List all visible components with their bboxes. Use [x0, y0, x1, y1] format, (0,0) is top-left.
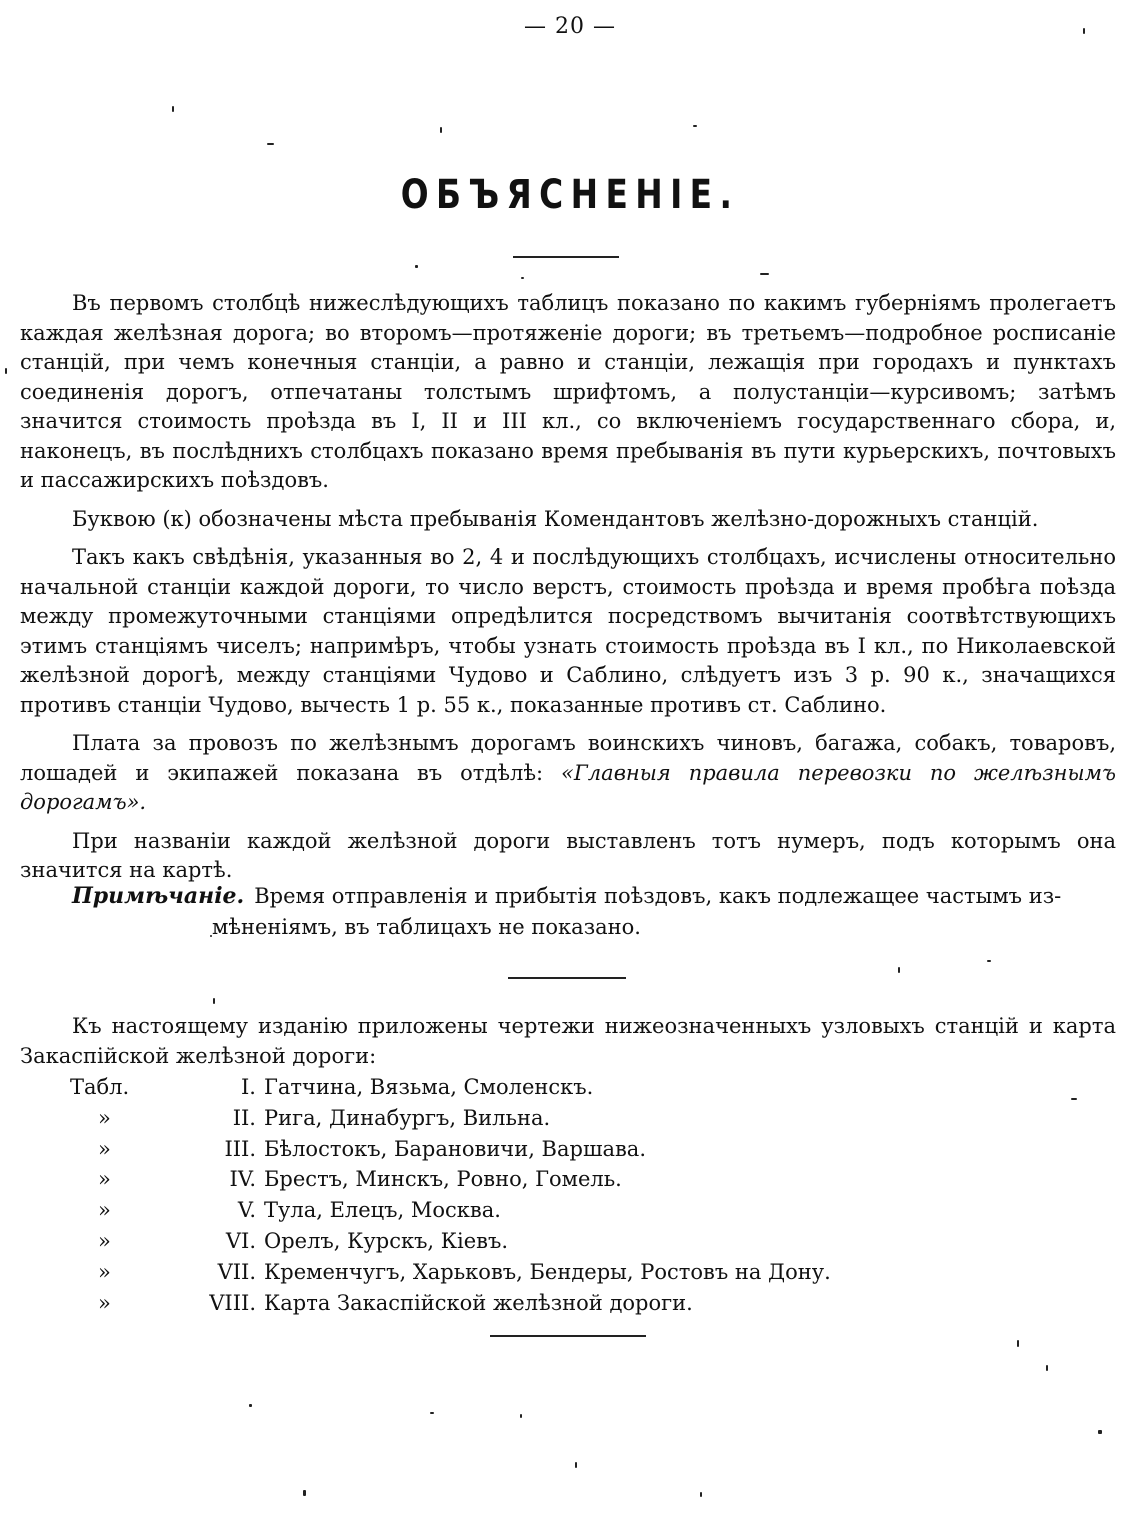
- list-item-text: Брестъ, Минскъ, Ровно, Гомель.: [264, 1167, 622, 1192]
- list-item: [70, 1226, 831, 1257]
- page-number: — 20 —: [524, 14, 616, 39]
- scan-speck: [1098, 1430, 1102, 1434]
- list-item-number: II.: [232, 1105, 256, 1130]
- list-item: [70, 1195, 831, 1226]
- paragraph-4-text: Плата за провозъ по желѣзнымъ дорогамъ воинскихъ чиновъ, багажа, собакъ, товаровъ, лошадей и экипажей показана въ отдѣлѣ:: [20, 731, 1116, 785]
- list-item-text: Орелъ, Курскъ, Кіевъ.: [264, 1228, 509, 1253]
- scan-speck: [210, 935, 212, 937]
- scan-speck: [693, 125, 697, 127]
- scan-speck: [440, 127, 442, 133]
- scan-speck: [1071, 1098, 1077, 1100]
- note-block: [20, 881, 1116, 943]
- list-item-prefix: »: [98, 1167, 111, 1192]
- list-item-number: VI.: [225, 1228, 256, 1253]
- list-item-number: IV.: [229, 1167, 256, 1192]
- scan-speck: [760, 273, 769, 275]
- scan-speck: [520, 1414, 522, 1418]
- note-divider: [508, 977, 626, 979]
- list-item-text: Тула, Елецъ, Москва.: [264, 1198, 501, 1223]
- scan-speck: [521, 277, 524, 279]
- appendix-block: [20, 1012, 1116, 1071]
- scan-speck: [430, 1412, 434, 1414]
- scan-speck: [1017, 1340, 1019, 1347]
- list-item-text: Рига, Динабургъ, Вильна.: [264, 1105, 551, 1130]
- list-item-prefix: »: [98, 1290, 111, 1315]
- list-item-number: VIII.: [209, 1290, 256, 1315]
- list-item-text: Бѣлостокъ, Барановичи, Варшава.: [264, 1136, 646, 1161]
- paragraph-3: Такъ какъ свѣдѣнія, указанныя во 2, 4 и послѣдующихъ столбцахъ, исчислены относительно начальной станціи каждой дороги, то число верстъ, стоимость проѣзда и время пробѣга поѣзда между промежуточными станціями опредѣлится посредствомъ вычитанія соотвѣтствующихъ этимъ станціямъ чиселъ; напримѣръ, чтобы узнать стоимость проѣзда въ I кл., по Николаевской желѣзной дорогѣ, между станціями Чудово и Саблино, слѣдуетъ изъ 3 р. 90 к., значащихся противъ станціи Чудово, вычесть 1 р. 55 к., показанные противъ ст. Саблино.: [20, 545, 1116, 717]
- scan-speck: [303, 1490, 306, 1496]
- scan-speck: [700, 1492, 702, 1497]
- list-item-text: Гатчина, Вязьма, Смоленскъ.: [264, 1075, 594, 1099]
- list-item-prefix: »: [98, 1198, 111, 1223]
- scan-speck: [213, 998, 215, 1004]
- scan-speck: [5, 368, 7, 374]
- paragraph-5: При названіи каждой желѣзной дороги выставленъ тотъ нумеръ, подъ которымъ она значится на картѣ.: [20, 828, 1116, 882]
- scan-speck: [1083, 28, 1085, 34]
- scan-speck: [898, 967, 900, 973]
- scan-speck: [1046, 1365, 1048, 1371]
- list-item: [70, 1288, 831, 1319]
- paragraph-1: Въ первомъ столбцѣ нижеслѣдующихъ таблицъ показано по какимъ губерніямъ пролегаетъ каждая желѣзная дорога; во второмъ—протяженіе дороги; въ третьемъ—подробное росписаніе станцій, при чемъ конечныя станціи, а равно и станціи, лежащія при городахъ и пунктахъ соединенія дорогъ, отпечатаны толстымъ шрифтомъ, а полустанціи—курсивомъ; затѣмъ значится стоимость проѣзда въ I, II и III кл., со включеніемъ государственнаго сбора, и, наконецъ, въ послѣднихъ столбцахъ показано время пребыванія въ пути курьерскихъ, почтовыхъ и пассажирскихъ поѣздовъ.: [20, 291, 1116, 492]
- list-item: [70, 1103, 831, 1134]
- list-item: [70, 1257, 831, 1288]
- note-line-2: мѣненіямъ, въ таблицахъ не показано.: [212, 915, 641, 939]
- scan-speck: [267, 143, 274, 145]
- list-item: [70, 1134, 831, 1165]
- rules-reference: «Главныя правила перевозки по желѣзнымъ дорогамъ».: [20, 760, 1117, 814]
- list-item-number: V.: [237, 1198, 256, 1223]
- list-item-number: VII.: [217, 1259, 256, 1284]
- list-item-text: Кременчугъ, Харьковъ, Бендеры, Ростовъ на Дону.: [264, 1259, 831, 1284]
- list-item-prefix: Табл.: [70, 1075, 130, 1099]
- scan-speck: [987, 960, 991, 962]
- scan-speck: [415, 265, 418, 268]
- list-item-number: III.: [224, 1136, 256, 1161]
- list-item-prefix: »: [98, 1105, 111, 1130]
- list-item: [70, 1072, 831, 1103]
- note-line-1: Время отправленія и прибытія поѣздовъ, какъ подлежащее частымъ из-: [254, 884, 1062, 908]
- title-divider: [513, 256, 619, 258]
- tables-list: [70, 1072, 831, 1318]
- paragraph-2: Буквою (к) обозначены мѣста пребыванія Комендантовъ желѣзно-дорожныхъ станцій.: [72, 506, 1039, 531]
- main-text: [20, 289, 1116, 886]
- list-item-prefix: »: [98, 1259, 111, 1284]
- list-item-prefix: »: [98, 1136, 111, 1161]
- end-divider: [490, 1335, 646, 1337]
- list-item-number: I.: [241, 1075, 256, 1099]
- scan-speck: [172, 106, 174, 112]
- list-item-prefix: »: [98, 1228, 111, 1253]
- paragraph-4: [20, 729, 1116, 818]
- note-label: Примѣчаніе.: [72, 883, 245, 909]
- list-item-text: Карта Закаспійской желѣзной дороги.: [264, 1290, 693, 1315]
- page-title: ОБЪЯСНЕНІЕ.: [400, 172, 740, 218]
- list-item: [70, 1164, 831, 1195]
- scan-speck: [249, 1404, 252, 1407]
- appendix-intro: Къ настоящему изданію приложены чертежи нижеозначенныхъ узловыхъ станцій и карта Закаспійской желѣзной дороги:: [20, 1014, 1116, 1068]
- scan-speck: [575, 1462, 577, 1468]
